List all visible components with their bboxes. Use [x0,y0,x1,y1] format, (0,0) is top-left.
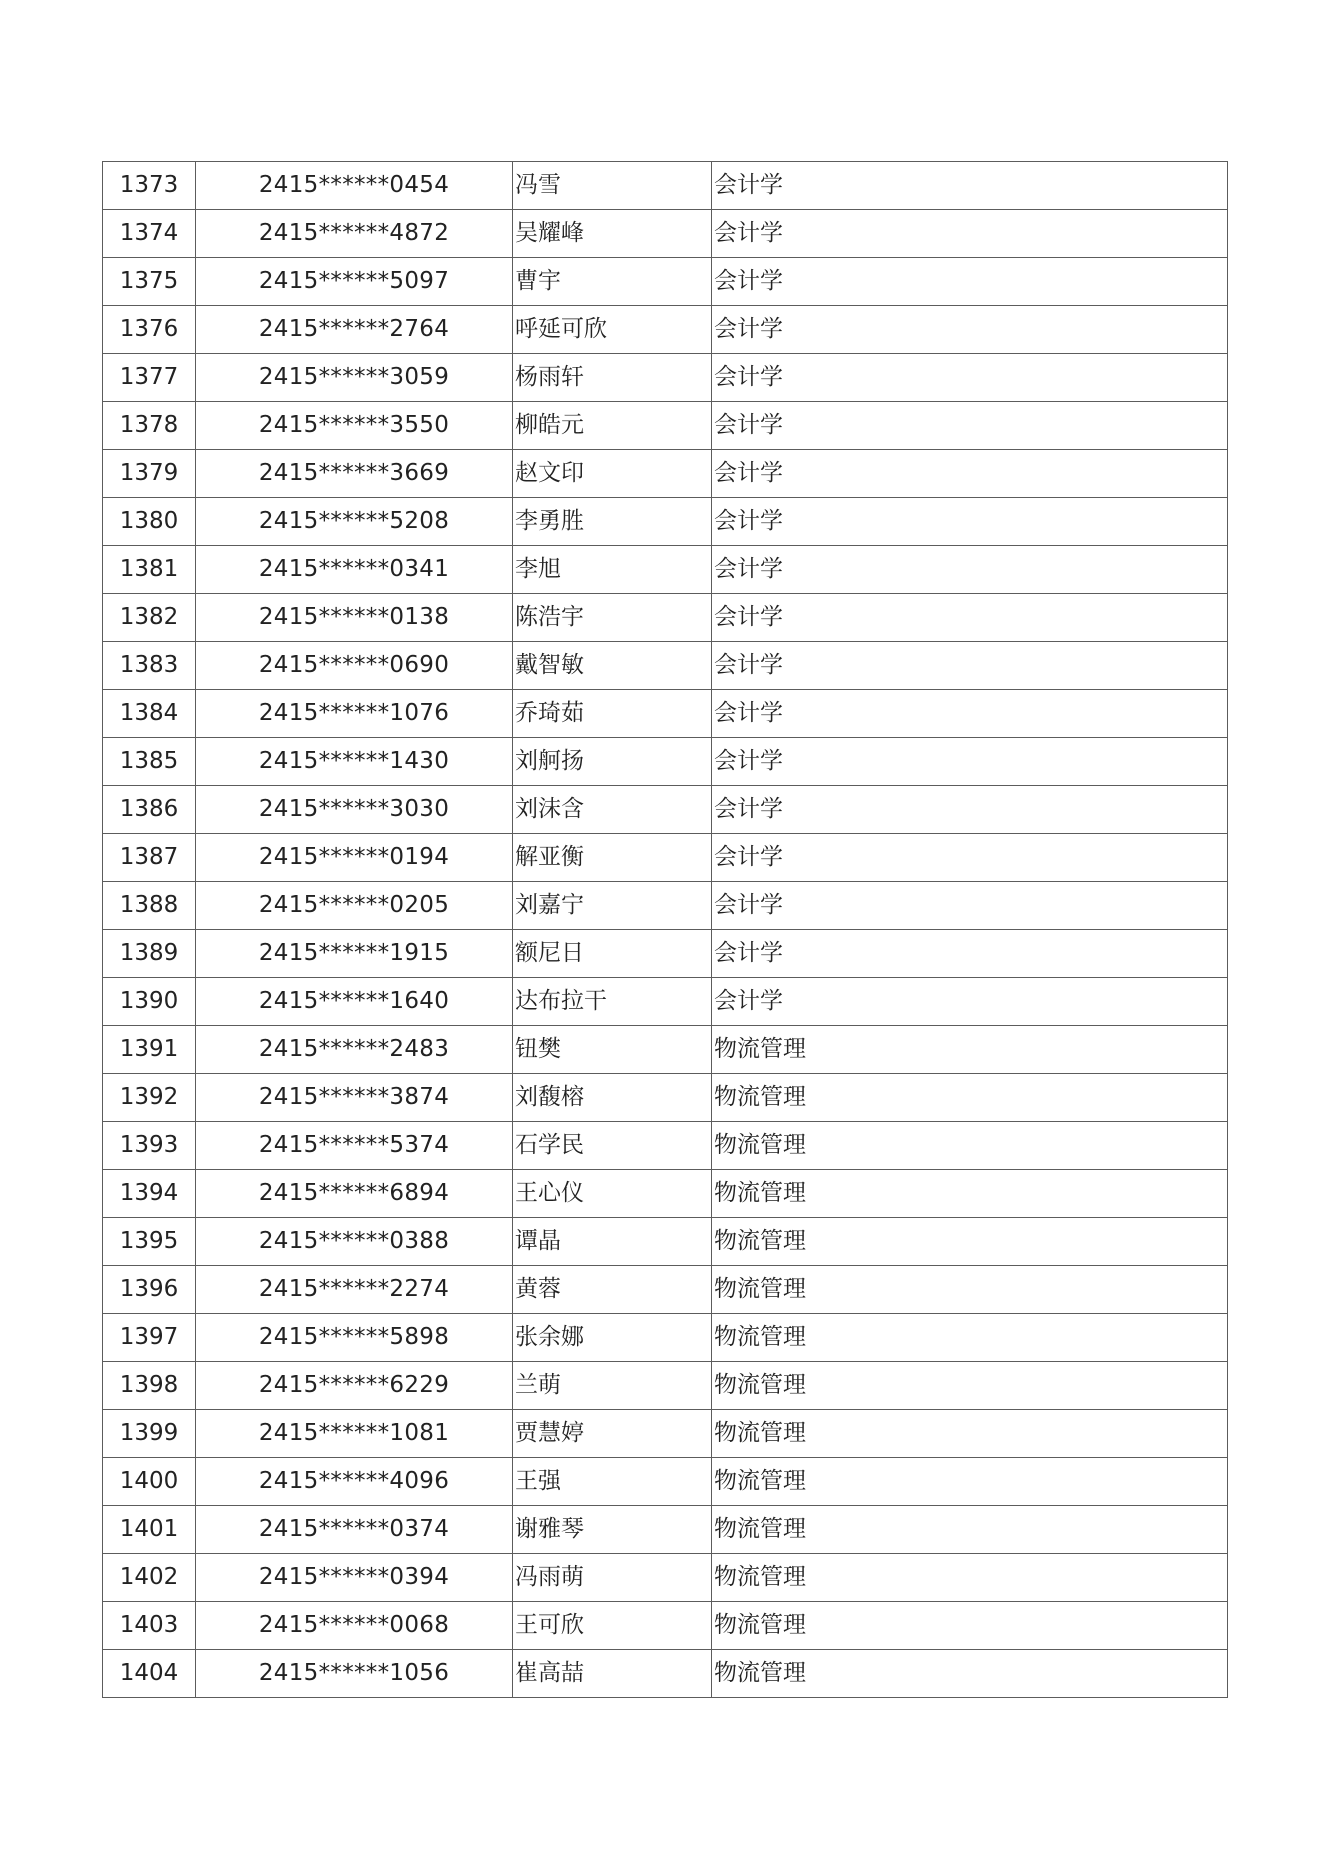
cell-student-name: 刘馥榕 [513,1074,712,1122]
cell-student-id: 2415******0068 [196,1602,513,1650]
cell-student-name: 钮樊 [513,1026,712,1074]
cell-student-id: 2415******2483 [196,1026,513,1074]
cell-student-name: 额尼日 [513,930,712,978]
cell-major: 物流管理 [712,1074,1228,1122]
cell-student-name: 贾慧婷 [513,1410,712,1458]
cell-student-name: 刘舸扬 [513,738,712,786]
table-row [103,546,1228,594]
cell-sequence-number: 1404 [103,1650,196,1698]
cell-student-name: 刘嘉宁 [513,882,712,930]
cell-sequence-number: 1374 [103,210,196,258]
cell-major: 会计学 [712,162,1228,210]
cell-major: 物流管理 [712,1314,1228,1362]
cell-sequence-number: 1375 [103,258,196,306]
cell-major: 会计学 [712,930,1228,978]
table-row [103,642,1228,690]
cell-major: 物流管理 [712,1506,1228,1554]
table-row [103,162,1228,210]
table-row [103,786,1228,834]
table-row [103,1266,1228,1314]
cell-student-id: 2415******4872 [196,210,513,258]
cell-sequence-number: 1392 [103,1074,196,1122]
cell-student-name: 戴智敏 [513,642,712,690]
cell-sequence-number: 1400 [103,1458,196,1506]
cell-major: 会计学 [712,882,1228,930]
cell-major: 物流管理 [712,1218,1228,1266]
cell-student-name: 石学民 [513,1122,712,1170]
cell-student-name: 王可欣 [513,1602,712,1650]
cell-student-name: 张余娜 [513,1314,712,1362]
cell-student-id: 2415******1056 [196,1650,513,1698]
cell-sequence-number: 1391 [103,1026,196,1074]
cell-student-name: 解亚衡 [513,834,712,882]
table-row [103,978,1228,1026]
roster-table [102,161,1228,1698]
cell-student-id: 2415******1915 [196,930,513,978]
cell-student-name: 李旭 [513,546,712,594]
cell-student-name: 刘沫含 [513,786,712,834]
table-row [103,1170,1228,1218]
cell-major: 会计学 [712,402,1228,450]
cell-major: 物流管理 [712,1266,1228,1314]
table-row [103,1362,1228,1410]
table-row [103,354,1228,402]
cell-student-id: 2415******0194 [196,834,513,882]
cell-student-name: 王强 [513,1458,712,1506]
table-row [103,210,1228,258]
cell-sequence-number: 1396 [103,1266,196,1314]
cell-major: 物流管理 [712,1170,1228,1218]
cell-student-name: 李勇胜 [513,498,712,546]
cell-student-id: 2415******1430 [196,738,513,786]
cell-sequence-number: 1399 [103,1410,196,1458]
cell-student-id: 2415******0388 [196,1218,513,1266]
table-row [103,1074,1228,1122]
cell-student-name: 达布拉干 [513,978,712,1026]
table-row [103,450,1228,498]
cell-major: 会计学 [712,258,1228,306]
cell-sequence-number: 1381 [103,546,196,594]
cell-sequence-number: 1397 [103,1314,196,1362]
cell-student-name: 谢雅琴 [513,1506,712,1554]
cell-student-id: 2415******0394 [196,1554,513,1602]
cell-major: 会计学 [712,834,1228,882]
cell-sequence-number: 1403 [103,1602,196,1650]
cell-sequence-number: 1389 [103,930,196,978]
cell-sequence-number: 1401 [103,1506,196,1554]
table-row [103,1506,1228,1554]
table-row [103,1458,1228,1506]
table-row [103,1026,1228,1074]
table-row [103,402,1228,450]
cell-major: 会计学 [712,306,1228,354]
cell-sequence-number: 1402 [103,1554,196,1602]
cell-major: 物流管理 [712,1458,1228,1506]
table-row [103,306,1228,354]
cell-student-id: 2415******3550 [196,402,513,450]
cell-sequence-number: 1383 [103,642,196,690]
cell-student-id: 2415******0454 [196,162,513,210]
cell-student-id: 2415******3030 [196,786,513,834]
cell-student-id: 2415******0138 [196,594,513,642]
cell-major: 物流管理 [712,1122,1228,1170]
cell-student-id: 2415******3669 [196,450,513,498]
cell-student-id: 2415******5898 [196,1314,513,1362]
table-row [103,1602,1228,1650]
cell-student-id: 2415******3059 [196,354,513,402]
cell-student-name: 曹宇 [513,258,712,306]
cell-major: 物流管理 [712,1602,1228,1650]
table-row [103,1122,1228,1170]
table-row [103,1554,1228,1602]
cell-student-name: 冯雪 [513,162,712,210]
cell-student-id: 2415******5208 [196,498,513,546]
cell-sequence-number: 1387 [103,834,196,882]
cell-major: 物流管理 [712,1410,1228,1458]
table-row [103,1314,1228,1362]
table-row [103,258,1228,306]
table-row [103,690,1228,738]
cell-student-id: 2415******6229 [196,1362,513,1410]
table-row [103,930,1228,978]
cell-sequence-number: 1373 [103,162,196,210]
cell-student-name: 乔琦茹 [513,690,712,738]
cell-sequence-number: 1376 [103,306,196,354]
cell-major: 会计学 [712,546,1228,594]
cell-sequence-number: 1394 [103,1170,196,1218]
table-row [103,738,1228,786]
cell-student-id: 2415******6894 [196,1170,513,1218]
cell-major: 会计学 [712,210,1228,258]
cell-student-id: 2415******2274 [196,1266,513,1314]
cell-major: 会计学 [712,642,1228,690]
cell-student-id: 2415******1640 [196,978,513,1026]
cell-student-id: 2415******1081 [196,1410,513,1458]
cell-student-id: 2415******2764 [196,306,513,354]
cell-major: 会计学 [712,690,1228,738]
cell-sequence-number: 1382 [103,594,196,642]
cell-student-id: 2415******0205 [196,882,513,930]
cell-sequence-number: 1386 [103,786,196,834]
cell-major: 会计学 [712,354,1228,402]
cell-student-name: 谭晶 [513,1218,712,1266]
table-row [103,882,1228,930]
cell-major: 会计学 [712,978,1228,1026]
table-row [103,498,1228,546]
cell-major: 会计学 [712,594,1228,642]
table-row [103,1410,1228,1458]
cell-sequence-number: 1393 [103,1122,196,1170]
cell-sequence-number: 1398 [103,1362,196,1410]
cell-student-name: 王心仪 [513,1170,712,1218]
cell-student-name: 崔高喆 [513,1650,712,1698]
cell-student-name: 柳皓元 [513,402,712,450]
cell-student-name: 陈浩宇 [513,594,712,642]
cell-major: 物流管理 [712,1554,1228,1602]
cell-sequence-number: 1380 [103,498,196,546]
cell-student-id: 2415******0690 [196,642,513,690]
cell-major: 会计学 [712,786,1228,834]
cell-student-id: 2415******3874 [196,1074,513,1122]
cell-sequence-number: 1377 [103,354,196,402]
cell-student-id: 2415******1076 [196,690,513,738]
cell-major: 物流管理 [712,1026,1228,1074]
cell-student-name: 呼延可欣 [513,306,712,354]
cell-major: 会计学 [712,498,1228,546]
table-row [103,1218,1228,1266]
cell-student-id: 2415******0374 [196,1506,513,1554]
cell-student-name: 吴耀峰 [513,210,712,258]
cell-sequence-number: 1390 [103,978,196,1026]
cell-sequence-number: 1384 [103,690,196,738]
cell-student-name: 冯雨萌 [513,1554,712,1602]
roster-table-body [103,162,1228,1698]
cell-student-name: 兰萌 [513,1362,712,1410]
cell-student-id: 2415******4096 [196,1458,513,1506]
cell-student-id: 2415******5097 [196,258,513,306]
cell-sequence-number: 1388 [103,882,196,930]
cell-sequence-number: 1379 [103,450,196,498]
cell-student-name: 黄蓉 [513,1266,712,1314]
table-row [103,1650,1228,1698]
cell-student-name: 杨雨轩 [513,354,712,402]
cell-student-id: 2415******5374 [196,1122,513,1170]
cell-major: 会计学 [712,450,1228,498]
table-row [103,594,1228,642]
cell-major: 物流管理 [712,1362,1228,1410]
cell-major: 物流管理 [712,1650,1228,1698]
table-row [103,834,1228,882]
cell-sequence-number: 1385 [103,738,196,786]
cell-major: 会计学 [712,738,1228,786]
cell-sequence-number: 1395 [103,1218,196,1266]
cell-sequence-number: 1378 [103,402,196,450]
cell-student-name: 赵文印 [513,450,712,498]
cell-student-id: 2415******0341 [196,546,513,594]
